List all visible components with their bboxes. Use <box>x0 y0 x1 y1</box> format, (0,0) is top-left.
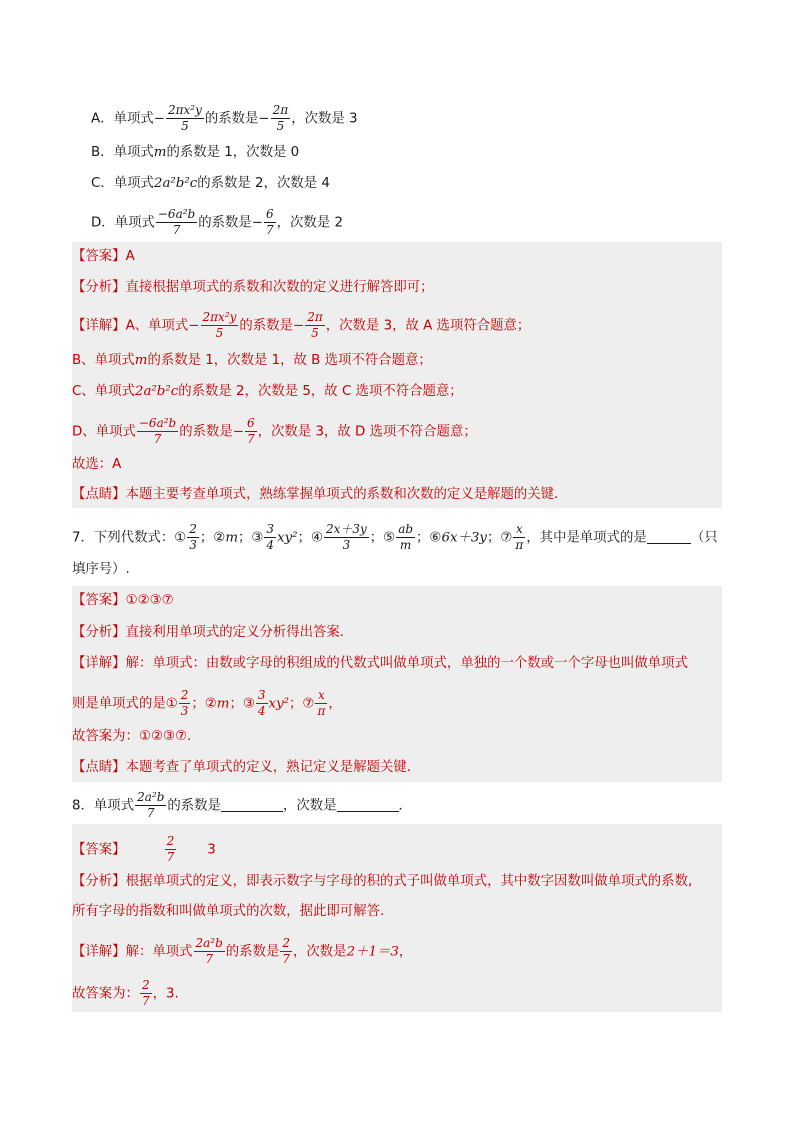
answer-line: 【答案】 $\frac{2}{7}$ 3 <box>72 834 216 864</box>
fraction: $\frac{\text{2πx²y}}{5}$ <box>167 103 202 133</box>
question-8-stem: 8．单项式 $\frac{\text{2a²b}}{7}$ 的系数是 ，次数是 ． <box>72 790 412 820</box>
answer-line: 【答案】A <box>72 249 135 264</box>
fraction: $\frac{\text{−6a²b}}{7}$ <box>138 416 177 446</box>
detail-line-2: 则是单项式的是① $\frac{2}{3}$ ；②m；③ $\frac{3}{4}$ xy²；⑦ $\frac{x}{\pi}$ ， <box>72 688 342 718</box>
detail-line: 【详解】解：单项式 $\frac{\text{2a²b}}{7}$ 的系数是 $\frac{2}{7}$ ，次数是2＋1＝3， <box>72 936 413 966</box>
option-d: D．单项式 $\frac{\text{−6a²b}}{7}$ 的系数是− $\frac{6}{7}$ ，次数是 2 <box>91 207 343 237</box>
fraction: $\frac{2}{7}$ <box>166 834 175 864</box>
answer-line: 【答案】①②③⑦ <box>72 593 174 608</box>
fraction: $\frac{\text{2a²b}}{7}$ <box>137 790 165 820</box>
choose-line: 故选：A <box>72 457 122 472</box>
fraction: $\frac{2}{3}$ <box>180 688 189 718</box>
result-line: 故答案为： $\frac{2}{7}$ ，3. <box>72 978 179 1008</box>
fraction: $\frac{x}{\pi}$ <box>317 688 326 718</box>
option-c: C．单项式2a²b²c的系数是 2，次数是 4 <box>91 176 330 191</box>
fraction: $\frac{2}{3}$ <box>189 522 197 552</box>
degree-blank[interactable] <box>337 797 399 812</box>
detail-line-4: D、单项式 $\frac{\text{−6a²b}}{7}$ 的系数是− $\frac{6}{7}$ ，次数是 3，故 D 选项不符合题意； <box>72 416 477 446</box>
fraction: $\frac{3}{4}$ <box>266 522 275 552</box>
fraction: $\frac{2\pi}{5}$ <box>272 103 289 133</box>
detail-line-3: C、单项式2a²b²c的系数是 2，次数是 5，故 C 选项不符合题意； <box>72 384 463 399</box>
fraction: $\frac{3}{4}$ <box>257 688 266 718</box>
analysis-line: 【分析】直接利用单项式的定义分析得出答案． <box>72 625 354 640</box>
fraction: $\frac{2}{7}$ <box>141 978 150 1008</box>
fraction: $\frac{6}{7}$ <box>266 207 274 237</box>
analysis-line-2: 所有字母的指数和叫做单项式的次数，据此即可解答. <box>72 904 385 919</box>
fraction: $\frac{2}{7}$ <box>282 936 290 966</box>
result-line: 故答案为：①②③⑦. <box>72 729 192 744</box>
fraction: $\frac{x}{\pi}$ <box>515 522 524 552</box>
fraction: $\frac{2\pi}{5}$ <box>307 310 323 340</box>
comment-line: 【点睛】本题主要考查单项式，熟练掌握单项式的系数和次数的定义是解题的关键． <box>72 487 568 502</box>
analysis-line-1: 【分析】根据单项式的定义，即表示数字与字母的积的式子叫做单项式，其中数字因数叫做单项式的系数, <box>72 874 693 889</box>
fraction: $\frac{6}{7}$ <box>247 416 255 446</box>
option-b: B．单项式m的系数是 1，次数是 0 <box>91 145 300 160</box>
option-a: A．单项式− $\frac{\text{2πx²y}}{5}$ 的系数是− $\frac{2\pi}{5}$ ，次数是 3 <box>91 103 358 133</box>
question-7-stem: 7．下列代数式：① $\frac{2}{3}$ ；②m；③ $\frac{3}{4}$ xy²；④ $\frac{2x+3y}{3}$ ；⑤ $\frac{ab}{m}$ ；⑥6x＋3y；⑦ $\frac{x}{\pi}$ ，其中是单项式的是 （只 <box>72 522 718 552</box>
answer-blank[interactable] <box>647 529 691 544</box>
analysis-line: 【分析】直接根据单项式的系数和次数的定义进行解答即可； <box>72 280 434 295</box>
detail-line-1: 【详解】解：单项式：由数或字母的积组成的代数式叫做单项式，单独的一个数或一个字母也叫做单项式 <box>72 656 688 671</box>
detail-line-2: B、单项式m的系数是 1，次数是 1，故 B 选项不符合题意； <box>72 353 432 368</box>
fraction: $\frac{ab}{m}$ <box>398 522 414 552</box>
fraction: $\frac{\text{−6a²b}}{7}$ <box>157 207 196 237</box>
coefficient-blank[interactable] <box>221 797 283 812</box>
question-7-stem-line-2: 填序号）. <box>72 562 130 577</box>
solution-block-q7 <box>72 586 722 782</box>
comment-line: 【点睛】本题考查了单项式的定义，熟记定义是解题关键． <box>72 760 421 775</box>
fraction: $\frac{\text{2πx²y}}{5}$ <box>202 310 237 340</box>
fraction: $\frac{2x+3y}{3}$ <box>325 522 367 552</box>
detail-line-1: 【详解】A、单项式− $\frac{\text{2πx²y}}{5}$ 的系数是− $\frac{2\pi}{5}$ ，次数是 3，故 A 选项符合题意； <box>72 310 531 340</box>
fraction: $\frac{\text{2a²b}}{7}$ <box>195 936 223 966</box>
